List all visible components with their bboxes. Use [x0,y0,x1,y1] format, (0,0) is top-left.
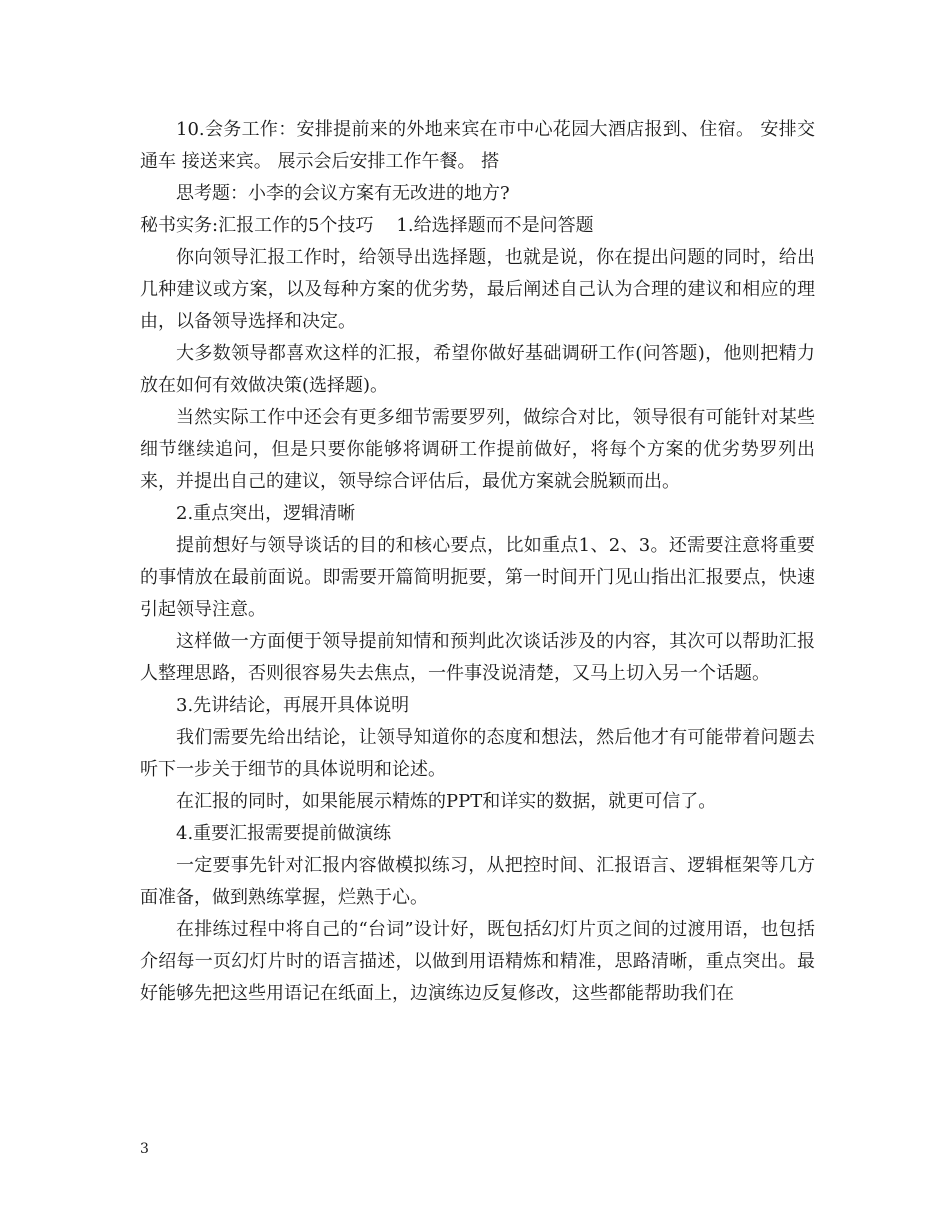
paragraph-rehearsal: 一定要事先针对汇报内容做模拟练习，从把控时间、汇报语言、逻辑框架等几方面准备，做到熟练掌握，烂熟于心。 [140,855,815,908]
heading-tip-2: 2.重点突出，逻辑清晰 [176,503,356,524]
document-body [140,114,815,1010]
heading-tip-4: 4.重要汇报需要提前做演练 [176,823,392,844]
paragraph-meeting-services: 10.会务工作：安排提前来的外地来宾在市中心花园大酒店报到、住宿。 安排交通车 接送来宾。 展示会后安排工作午餐。 搭 [140,119,815,172]
paragraph-leaders-prefer: 大多数领导都喜欢这样的汇报，希望你做好基础调研工作(问答题)，他则把精力放在如何有效做决策(选择题)。 [140,343,815,396]
paragraph-script-design: 在排练过程中将自己的“台词”设计好，既包括幻灯片页之间的过渡用语，也包括介绍每一页幻灯片时的语言描述，以做到用语精炼和精准，思路清晰，重点突出。最好能够先把这些用语记在纸面上，边演练边反复修改，这些都能帮助我们在 [140,919,815,1004]
paragraph-key-points: 提前想好与领导谈话的目的和核心要点，比如重点1、2、3。还需要注意将重要的事情放在最前面说。即需要开篇简明扼要，第一时间开门见山指出汇报要点，快速引起领导注意。 [140,535,815,620]
paragraph-ppt-data: 在汇报的同时，如果能展示精炼的PPT和详实的数据，就更可信了。 [176,791,717,812]
section-heading-report-tips: 秘书实务:汇报工作的5个技巧 1.给选择题而不是问答题 [140,215,594,236]
page-number: 3 [140,1141,149,1157]
heading-tip-3: 3.先讲结论，再展开具体说明 [176,695,410,716]
paragraph-details-comparison: 当然实际工作中还会有更多细节需要罗列，做综合对比，领导很有可能针对某些细节继续追问，但是只要你能够将调研工作提前做好，将每个方案的优劣势罗列出来，并提出自己的建议，领导综合评估后，最优方案就会脱颖而出。 [140,407,815,492]
paragraph-prejudge: 这样做一方面便于领导提前知情和预判此次谈话涉及的内容，其次可以帮助汇报人整理思路，否则很容易失去焦点，一件事没说清楚，又马上切入另一个话题。 [140,631,815,684]
paragraph-multiple-choice: 你向领导汇报工作时，给领导出选择题，也就是说，你在提出问题的同时，给出几种建议或方案，以及每种方案的优劣势，最后阐述自己认为合理的建议和相应的理由，以备领导选择和决定。 [140,247,815,332]
paragraph-conclusion-first: 我们需要先给出结论，让领导知道你的态度和想法，然后他才有可能带着问题去听下一步关于细节的具体说明和论述。 [140,727,815,780]
paragraph-thinking-question: 思考题：小李的会议方案有无改进的地方? [176,183,510,204]
